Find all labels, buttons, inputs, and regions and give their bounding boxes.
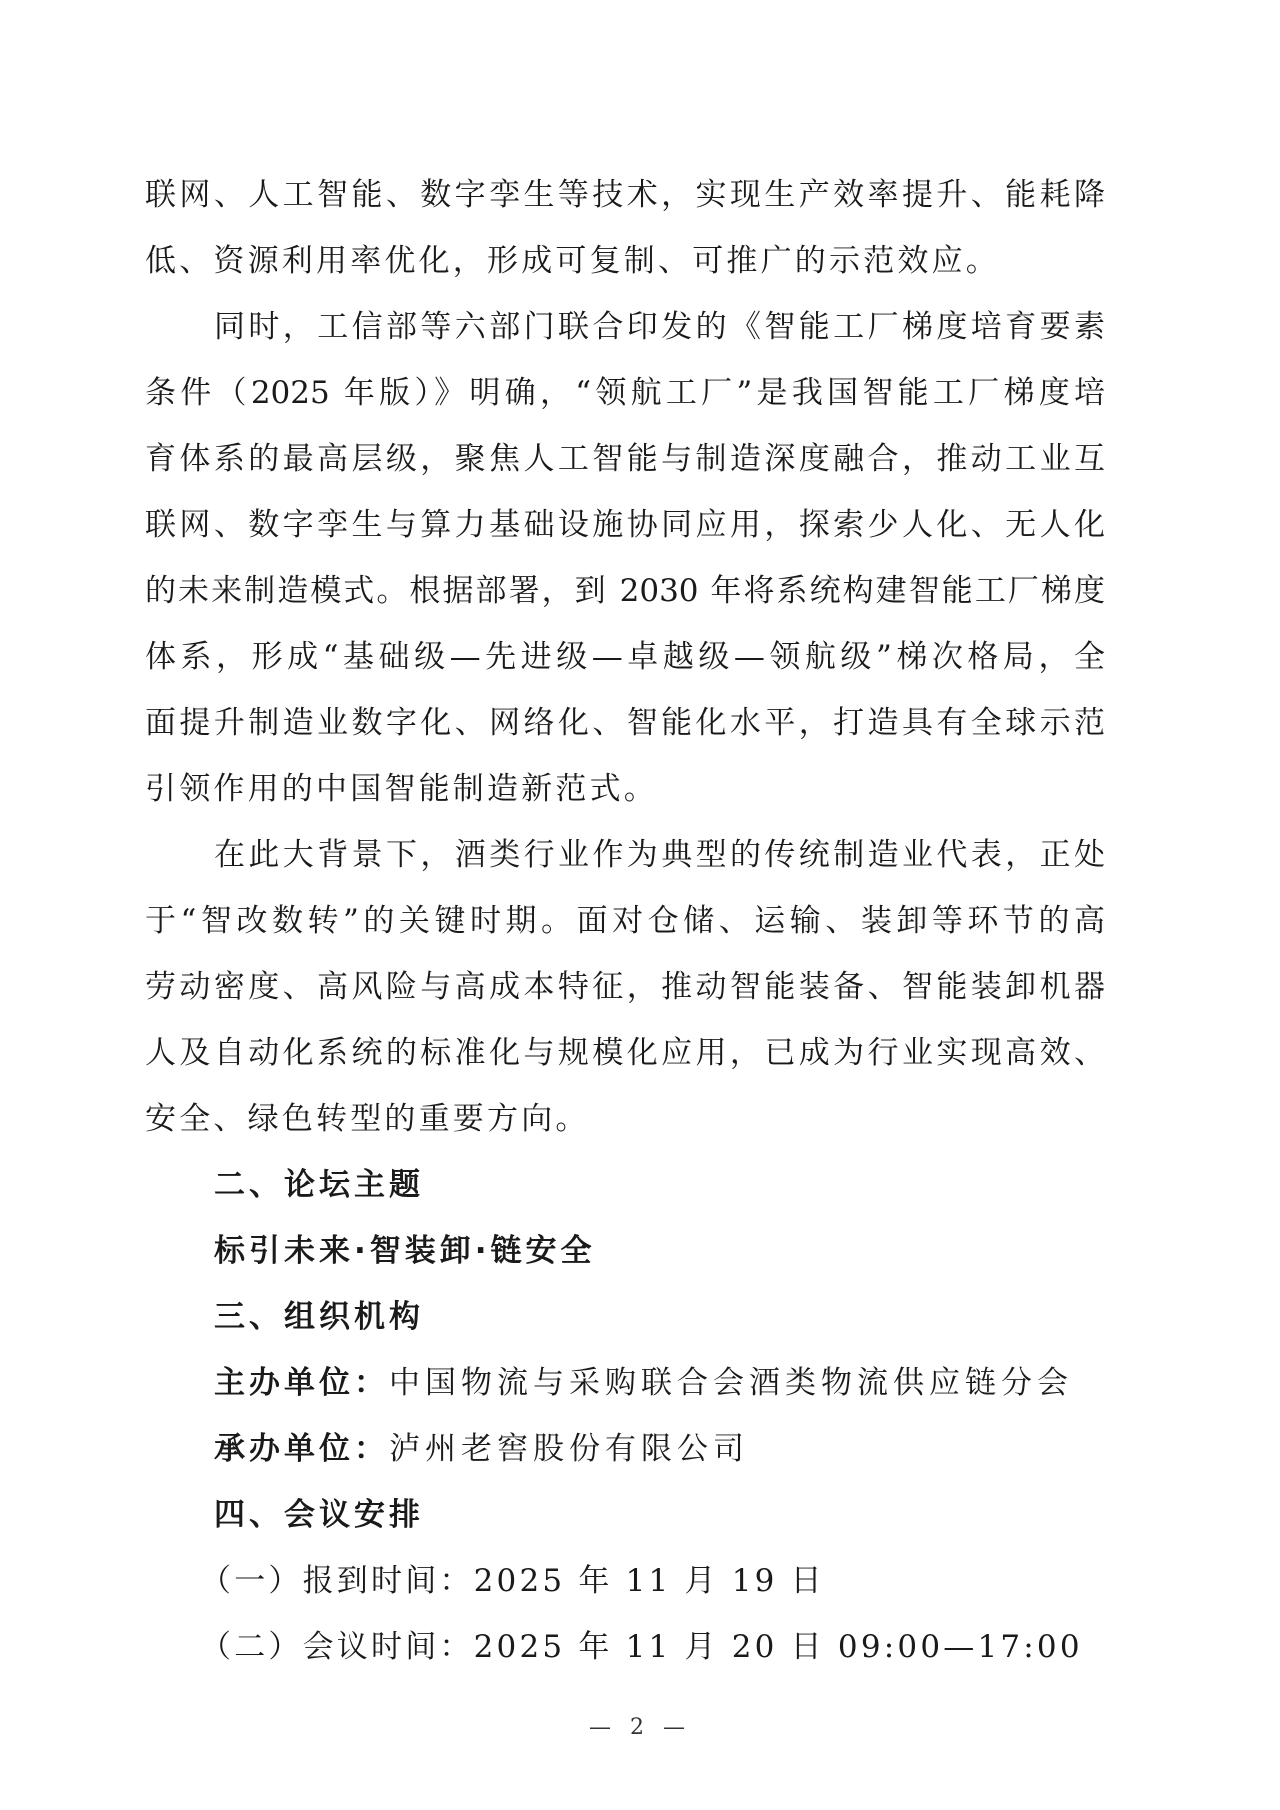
forum-theme-text: 标引未来·智装卸·链安全 — [214, 1233, 596, 1269]
paragraph-line: 育体系的最高层级，聚焦人工智能与制造深度融合，推动工业互 — [145, 441, 1105, 477]
page-number: — 2 — — [589, 1715, 691, 1740]
paragraph-line: 引领作用的中国智能制造新范式。 — [145, 771, 658, 807]
paragraph-line: 人及自动化系统的标准化与规模化应用，已成为行业实现高效、 — [145, 1035, 1105, 1071]
paragraph-line: 安全、绿色转型的重要方向。 — [145, 1101, 590, 1137]
paragraph-line: 的未来制造模式。根据部署，到 2030 年将系统构建智能工厂梯度 — [145, 573, 1105, 609]
paragraph-line: 条件（2025 年版）》明确，“领航工厂”是我国智能工厂梯度培 — [145, 375, 1105, 411]
paragraph-line: 劳动密度、高风险与高成本特征，推动智能装备、智能装卸机器 — [145, 969, 1105, 1005]
paragraph-line: 低、资源利用率优化，形成可复制、可推广的示范效应。 — [145, 243, 1000, 279]
host-unit-row — [214, 1361, 1174, 1405]
host-unit-label: 主办单位： — [214, 1365, 389, 1401]
meeting-time: （二）会议时间：2025 年 11 月 20 日 09:00—17:00 — [200, 1629, 1083, 1665]
paragraph-line: 在此大背景下，酒类行业作为典型的传统制造业代表，正处 — [214, 837, 1105, 873]
paragraph-line: 面提升制造业数字化、网络化、智能化水平，打造具有全球示范 — [145, 705, 1105, 741]
paragraph-line: 同时，工信部等六部门联合印发的《智能工厂梯度培育要素 — [214, 309, 1105, 345]
section-heading-meeting-arrangement: 四、会议安排 — [214, 1497, 424, 1533]
organizer-unit-row — [214, 1427, 1174, 1471]
host-unit-value: 中国物流与采购联合会酒类物流供应链分会 — [389, 1365, 1073, 1401]
section-heading-forum-theme: 二、论坛主题 — [214, 1167, 424, 1203]
organizer-unit-label: 承办单位： — [214, 1431, 389, 1467]
paragraph-line: 体系，形成“基础级—先进级—卓越级—领航级”梯次格局，全 — [145, 639, 1105, 675]
registration-time: （一）报到时间：2025 年 11 月 19 日 — [200, 1563, 825, 1599]
organizer-unit-value: 泸州老窖股份有限公司 — [389, 1431, 749, 1467]
section-heading-organization: 三、组织机构 — [214, 1299, 424, 1335]
paragraph-line: 于“智改数转”的关键时期。面对仓储、运输、装卸等环节的高 — [145, 903, 1105, 939]
paragraph-line: 联网、人工智能、数字孪生等技术，实现生产效率提升、能耗降 — [145, 177, 1105, 213]
paragraph-line: 联网、数字孪生与算力基础设施协同应用，探索少人化、无人化 — [145, 507, 1105, 543]
